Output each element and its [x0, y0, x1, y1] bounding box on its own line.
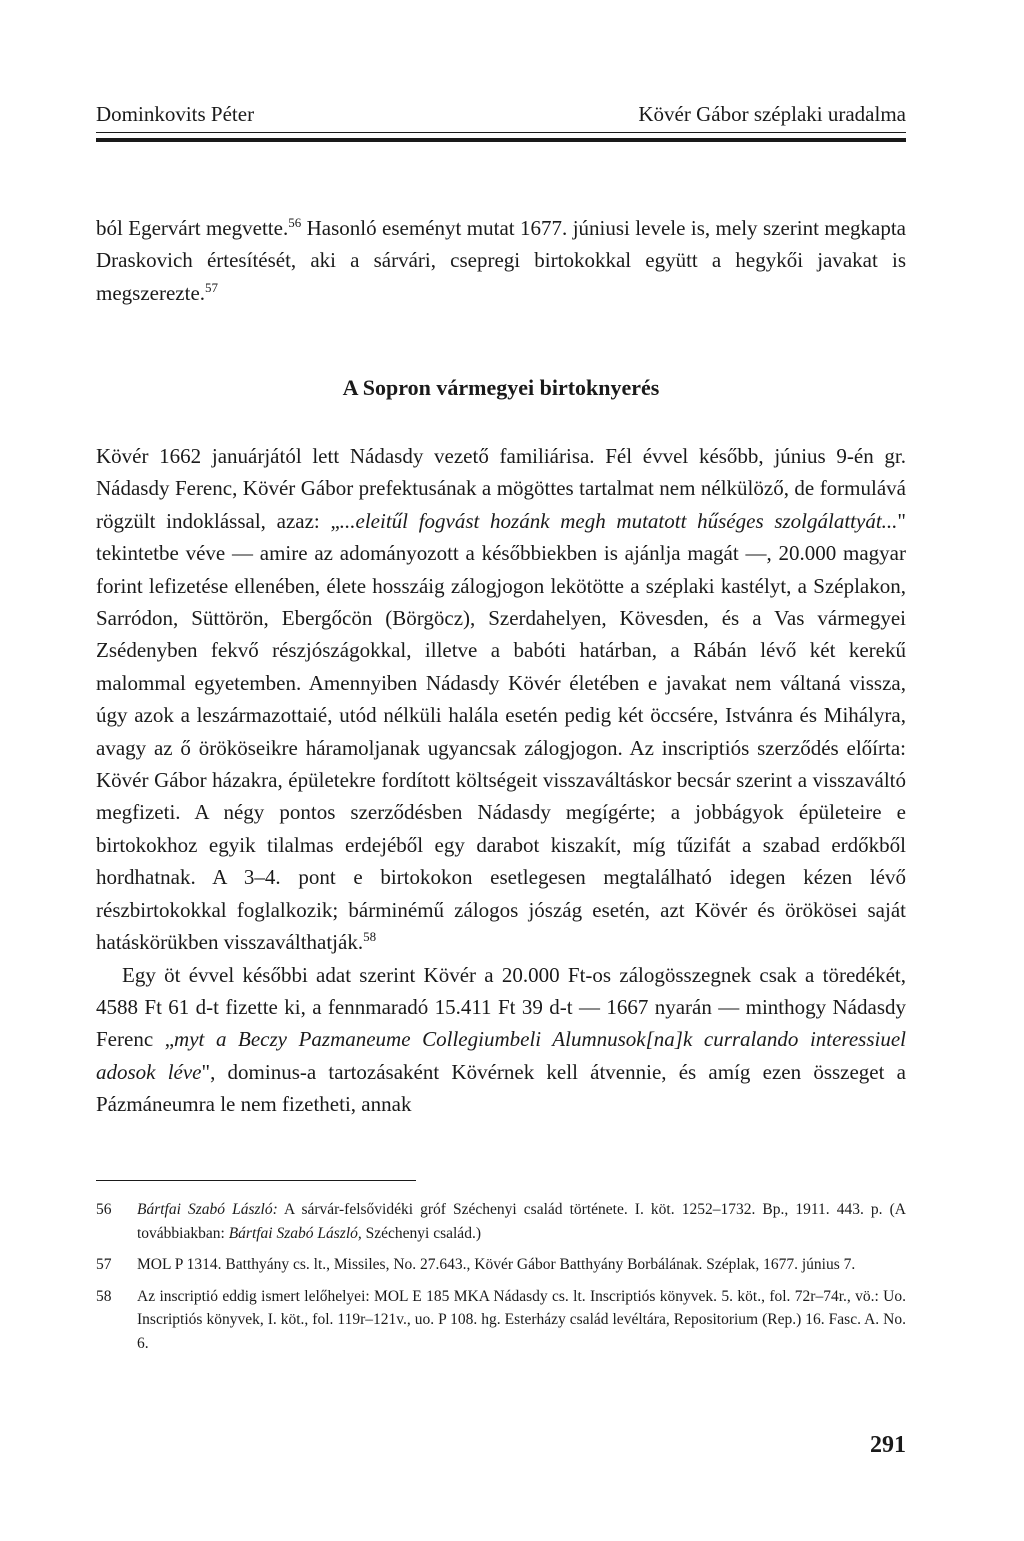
- footnote-number: 56: [96, 1201, 112, 1218]
- paragraph-3: [96, 959, 906, 1121]
- footnote-ref-56: 56: [288, 215, 302, 230]
- page-number: 291: [870, 1432, 906, 1458]
- footnote-text-end: Széchenyi család.): [361, 1224, 481, 1242]
- footnote-text: Az inscriptió eddig ismert lelőhelyei: MOL E 185 MKA Nádasdy cs. lt. Inscriptiós könyvek. 5. köt., fol. 72r–74r., vö.: Uo. Inscriptiós könyvek, I. köt., fol. 119r–121v., uo. P 108. hg. Esterházy család levéltára, Repositorium (Rep.) 16. Fasc. A. No. 6.: [137, 1287, 906, 1352]
- footnote-number: 58: [96, 1287, 112, 1305]
- footnote-58: [96, 1285, 906, 1356]
- header-title: Kövér Gábor széplaki uradalma: [638, 102, 906, 126]
- paragraph-2-text-a: Kövér 1662 januárjától lett Nádasdy vezető familiárisa. Fél évvel később, június 9-én gr. Nádasdy Ferenc, Kövér Gábor prefektusának a mögöttes tartalmat nem nélkülöző, de formulává rögzült indoklással, azaz: „: [96, 444, 906, 533]
- footnote-author-short: Bártfai Szabó László,: [228, 1224, 362, 1242]
- footnote-text: A sárvár-felsővidéki gróf Széchenyi család története. I. köt. 1252–1732. Bp., 1911. 443. p. (A továbbiakban:: [137, 1201, 906, 1242]
- section-heading: A Sopron vármegyei birtoknyerés: [342, 375, 660, 400]
- footnote-separator: [96, 1180, 416, 1181]
- footnote-56: [96, 1198, 906, 1245]
- header-author: Dominkovits Péter: [96, 102, 255, 126]
- paragraph-1: [96, 212, 906, 309]
- header-rule-thick: [96, 138, 906, 142]
- paragraph-1-text-b: Hasonló eseményt mutat 1677. júniusi levele is, mely szerint megkapta Draskovich értesítését, aki a sárvári, csepregi birtokokkal együtt a hegykői javakat is megszerezte.: [96, 216, 906, 305]
- footnote-author: Bártfai Szabó László:: [137, 1201, 278, 1218]
- paragraph-2-quote: ...eleitűl fogvást hozánk megh mutatott hűséges szolgálattyát...: [339, 508, 898, 533]
- paragraph-3-quote: myt a Beczy Pazmaneume Collegiumbeli Alumnusok[na]k curralando interessiuel adosok léve: [96, 1027, 906, 1084]
- main-text: [96, 440, 906, 1121]
- footnote-ref-57: 57: [205, 279, 219, 295]
- paragraph-3-text-a: Egy öt évvel későbbi adat szerint Kövér a 20.000 Ft-os zálogösszegnek csak a töredékét, 4588 Ft 61 d-t fizette ki, a fennmaradó 15.411 Ft 39 d-t — 1667 nyarán — minthogy Nádasdy Ferenc „: [96, 962, 906, 1052]
- running-header: [96, 100, 906, 140]
- footnote-57: [96, 1253, 906, 1277]
- footnote-ref-58: 58: [363, 929, 377, 945]
- header-rule-thin: [96, 132, 906, 133]
- paragraph-3-text-b: ", dominus-a tartozásaként Kövérnek kell átvennie, és amíg ezen összeget a Pázmáneumra le nem fizetheti, annak: [96, 1059, 906, 1117]
- footnotes: [96, 1198, 906, 1363]
- footnote-text: MOL P 1314. Batthyány cs. lt., Missiles, No. 27.643., Kövér Gábor Batthyány Borbálának. Széplak, 1677. június 7.: [137, 1256, 856, 1273]
- paragraph-2: [96, 440, 906, 959]
- footnote-number: 57: [96, 1256, 112, 1273]
- paragraph-1-text-a: ból Egervárt megvette.: [96, 216, 289, 240]
- paragraph-2-text-b: " tekintetbe véve — amire az adományozott a későbbiekben is ajánlja magát —, 20.000 magyar forint lefizetése ellenében, élete hosszáig zálogjogon lekötötte a széplaki kastélyt, a Széplakon, Sarródon, Süttörön, Ebergőcön (Börgöcz), Szerdahelyen, Kövesden, és a Vas vármegyei Zsédenyben fekvő részjószágokkal, illetve a babóti határban, a Rábán lévő két kerekű malommal egyetemben. Amennyiben Nádasdy Kövér életében e javakat nem váltaná vissza, úgy azok a leszármazottaié, utód nélküli halála esetén pedig két öccsére, Istvánra és Mihályra, avagy az ő örököseikre háramoljanak ugyancsak zálogjogon. Az inscriptiós szerződés előírta: Kövér Gábor házakra, épületekre fordított költségeit visszaváltáskor becsár szerint a visszaváltó megfizeti. A négy pontos szerződésben Nádasdy megígérte; a jobbágyok épületeire e birtokokhoz egyik tilalmas erdejéből egy darabot kiszakít, míg tűzifát a szabad erdőkből hordhatnak. A 3–4. pont e birtokokon esetlegesen megtalálható idegen kézen lévő részbirtokokkal foglalkozik; bárminémű zálogos jószág esetén, azt Kövér és örökösei saját hatáskörükben visszaválthatják.: [96, 508, 906, 955]
